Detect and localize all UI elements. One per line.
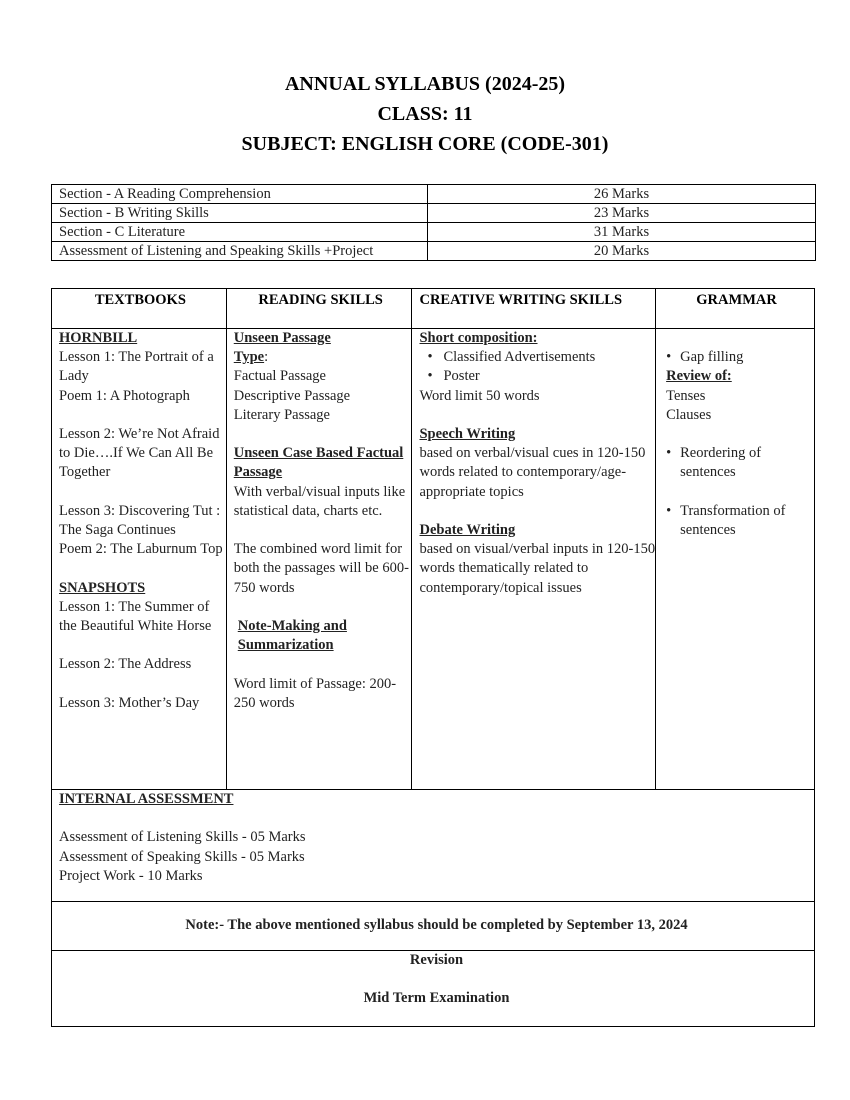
internal-assessment-cell	[52, 790, 815, 902]
list-item: Tenses	[666, 387, 706, 404]
list-item: Project Work - 10 Marks	[59, 867, 203, 884]
list-item: • Classified Advertisements	[419, 348, 655, 367]
list-item: Poem 1: A Photograph	[59, 387, 190, 404]
combined-limit: The combined word limit for both the passages will be 600-750 words	[233, 541, 409, 596]
type-label: Type	[233, 349, 265, 366]
list-item: Assessment of Listening Skills - 05 Marks	[59, 829, 306, 846]
section-name: Assessment of Listening and Speaking Skills +Project	[52, 242, 428, 261]
list-item: • Poster	[419, 367, 655, 386]
col-creative-writing: CREATIVE WRITING SKILLS	[412, 289, 656, 329]
note-making-heading: Note-Making and Summarization	[237, 618, 347, 654]
list-item: Descriptive Passage	[233, 387, 351, 404]
speech-writing-heading: Speech Writing	[419, 426, 516, 442]
list-item: • Gap filling	[666, 348, 814, 367]
list-item: Assessment of Speaking Skills - 05 Marks	[59, 848, 305, 865]
revision-label: Revision	[409, 952, 464, 968]
column-header-row	[52, 289, 815, 329]
list-item: Poem 2: The Laburnum Top	[59, 541, 223, 558]
list-item: Lesson 3: Mother’s Day	[59, 694, 200, 711]
section-name: Section - C Literature	[52, 223, 428, 242]
type-colon: :	[264, 349, 269, 366]
list-item: Lesson 2: The Address	[59, 656, 192, 673]
section-marks: 26 Marks	[428, 185, 816, 204]
note-row	[52, 902, 815, 951]
textbooks-cell	[52, 329, 227, 790]
snapshots-heading: SNAPSHOTS	[59, 579, 146, 596]
list-item: Lesson 3: Discovering Tut : The Saga Continues	[59, 502, 221, 538]
debate-writing-heading: Debate Writing	[419, 522, 516, 538]
unseen-passage-heading: Unseen Passage	[233, 330, 331, 346]
grammar-cell	[656, 329, 815, 790]
hornbill-heading: HORNBILL	[59, 330, 138, 346]
grammar-list-2	[666, 444, 814, 482]
table-row	[52, 223, 816, 242]
list-item: Lesson 1: The Summer of the Beautiful White Horse	[59, 598, 212, 634]
type-line	[234, 348, 412, 367]
list-item: Factual Passage	[233, 368, 326, 385]
creative-writing-cell	[412, 329, 656, 790]
debate-writing-desc: based on visual/verbal inputs in 120-150 words thematically related to contemporary/topical issues	[419, 541, 656, 596]
list-item: • Transformation of sentences	[666, 502, 814, 540]
section-name: Section - B Writing Skills	[52, 204, 428, 223]
list-item: Lesson 2: We’re Not Afraid to Die….If We Can All Be Together	[59, 426, 220, 481]
internal-assessment-heading: INTERNAL ASSESSMENT	[59, 791, 234, 807]
title-class: CLASS: 11	[377, 103, 473, 125]
list-item: Lesson 1: The Portrait of a Lady	[59, 349, 214, 385]
section-marks: 31 Marks	[428, 223, 816, 242]
content-row	[52, 329, 815, 790]
midterm-label: Mid Term Examination	[363, 990, 510, 1007]
revision-row	[52, 951, 815, 1027]
short-composition-heading: Short composition:	[419, 330, 538, 346]
section-marks: 20 Marks	[428, 242, 816, 261]
grammar-list-3	[666, 502, 814, 540]
section-marks: 23 Marks	[428, 204, 816, 223]
marks-distribution-table	[51, 184, 816, 261]
revision-cell	[52, 951, 815, 1027]
completion-note: Note:- The above mentioned syllabus should be completed by September 13, 2024	[52, 902, 815, 951]
col-textbooks: TEXTBOOKS	[52, 289, 227, 329]
title-syllabus: ANNUAL SYLLABUS (2024-25)	[284, 73, 566, 95]
speech-writing-desc: based on verbal/visual cues in 120-150 words related to contemporary/age-appropriate topics	[419, 445, 646, 500]
table-row	[52, 185, 816, 204]
list-item: Literary Passage	[233, 406, 330, 423]
syllabus-table	[51, 288, 815, 1027]
col-reading-skills: READING SKILLS	[226, 289, 412, 329]
internal-assessment-row	[52, 790, 815, 902]
section-name: Section - A Reading Comprehension	[52, 185, 428, 204]
list-item: Clauses	[666, 406, 712, 423]
col-grammar: GRAMMAR	[656, 289, 815, 329]
grammar-list-1	[666, 348, 814, 367]
reading-skills-cell	[226, 329, 412, 790]
word-limit: Word limit of Passage: 200-250 words	[233, 675, 397, 711]
table-row	[52, 204, 816, 223]
case-based-heading: Unseen Case Based Factual Passage	[233, 445, 404, 481]
table-row	[52, 242, 816, 261]
review-heading: Review of:	[666, 368, 732, 385]
case-based-desc: With verbal/visual inputs like statistical data, charts etc.	[233, 483, 406, 519]
list-item: • Reordering of sentences	[666, 444, 814, 482]
short-word-limit: Word limit 50 words	[419, 387, 540, 404]
title-subject: SUBJECT: ENGLISH CORE (CODE-301)	[241, 133, 609, 155]
document-title-block	[0, 69, 850, 159]
short-composition-list	[419, 348, 655, 386]
